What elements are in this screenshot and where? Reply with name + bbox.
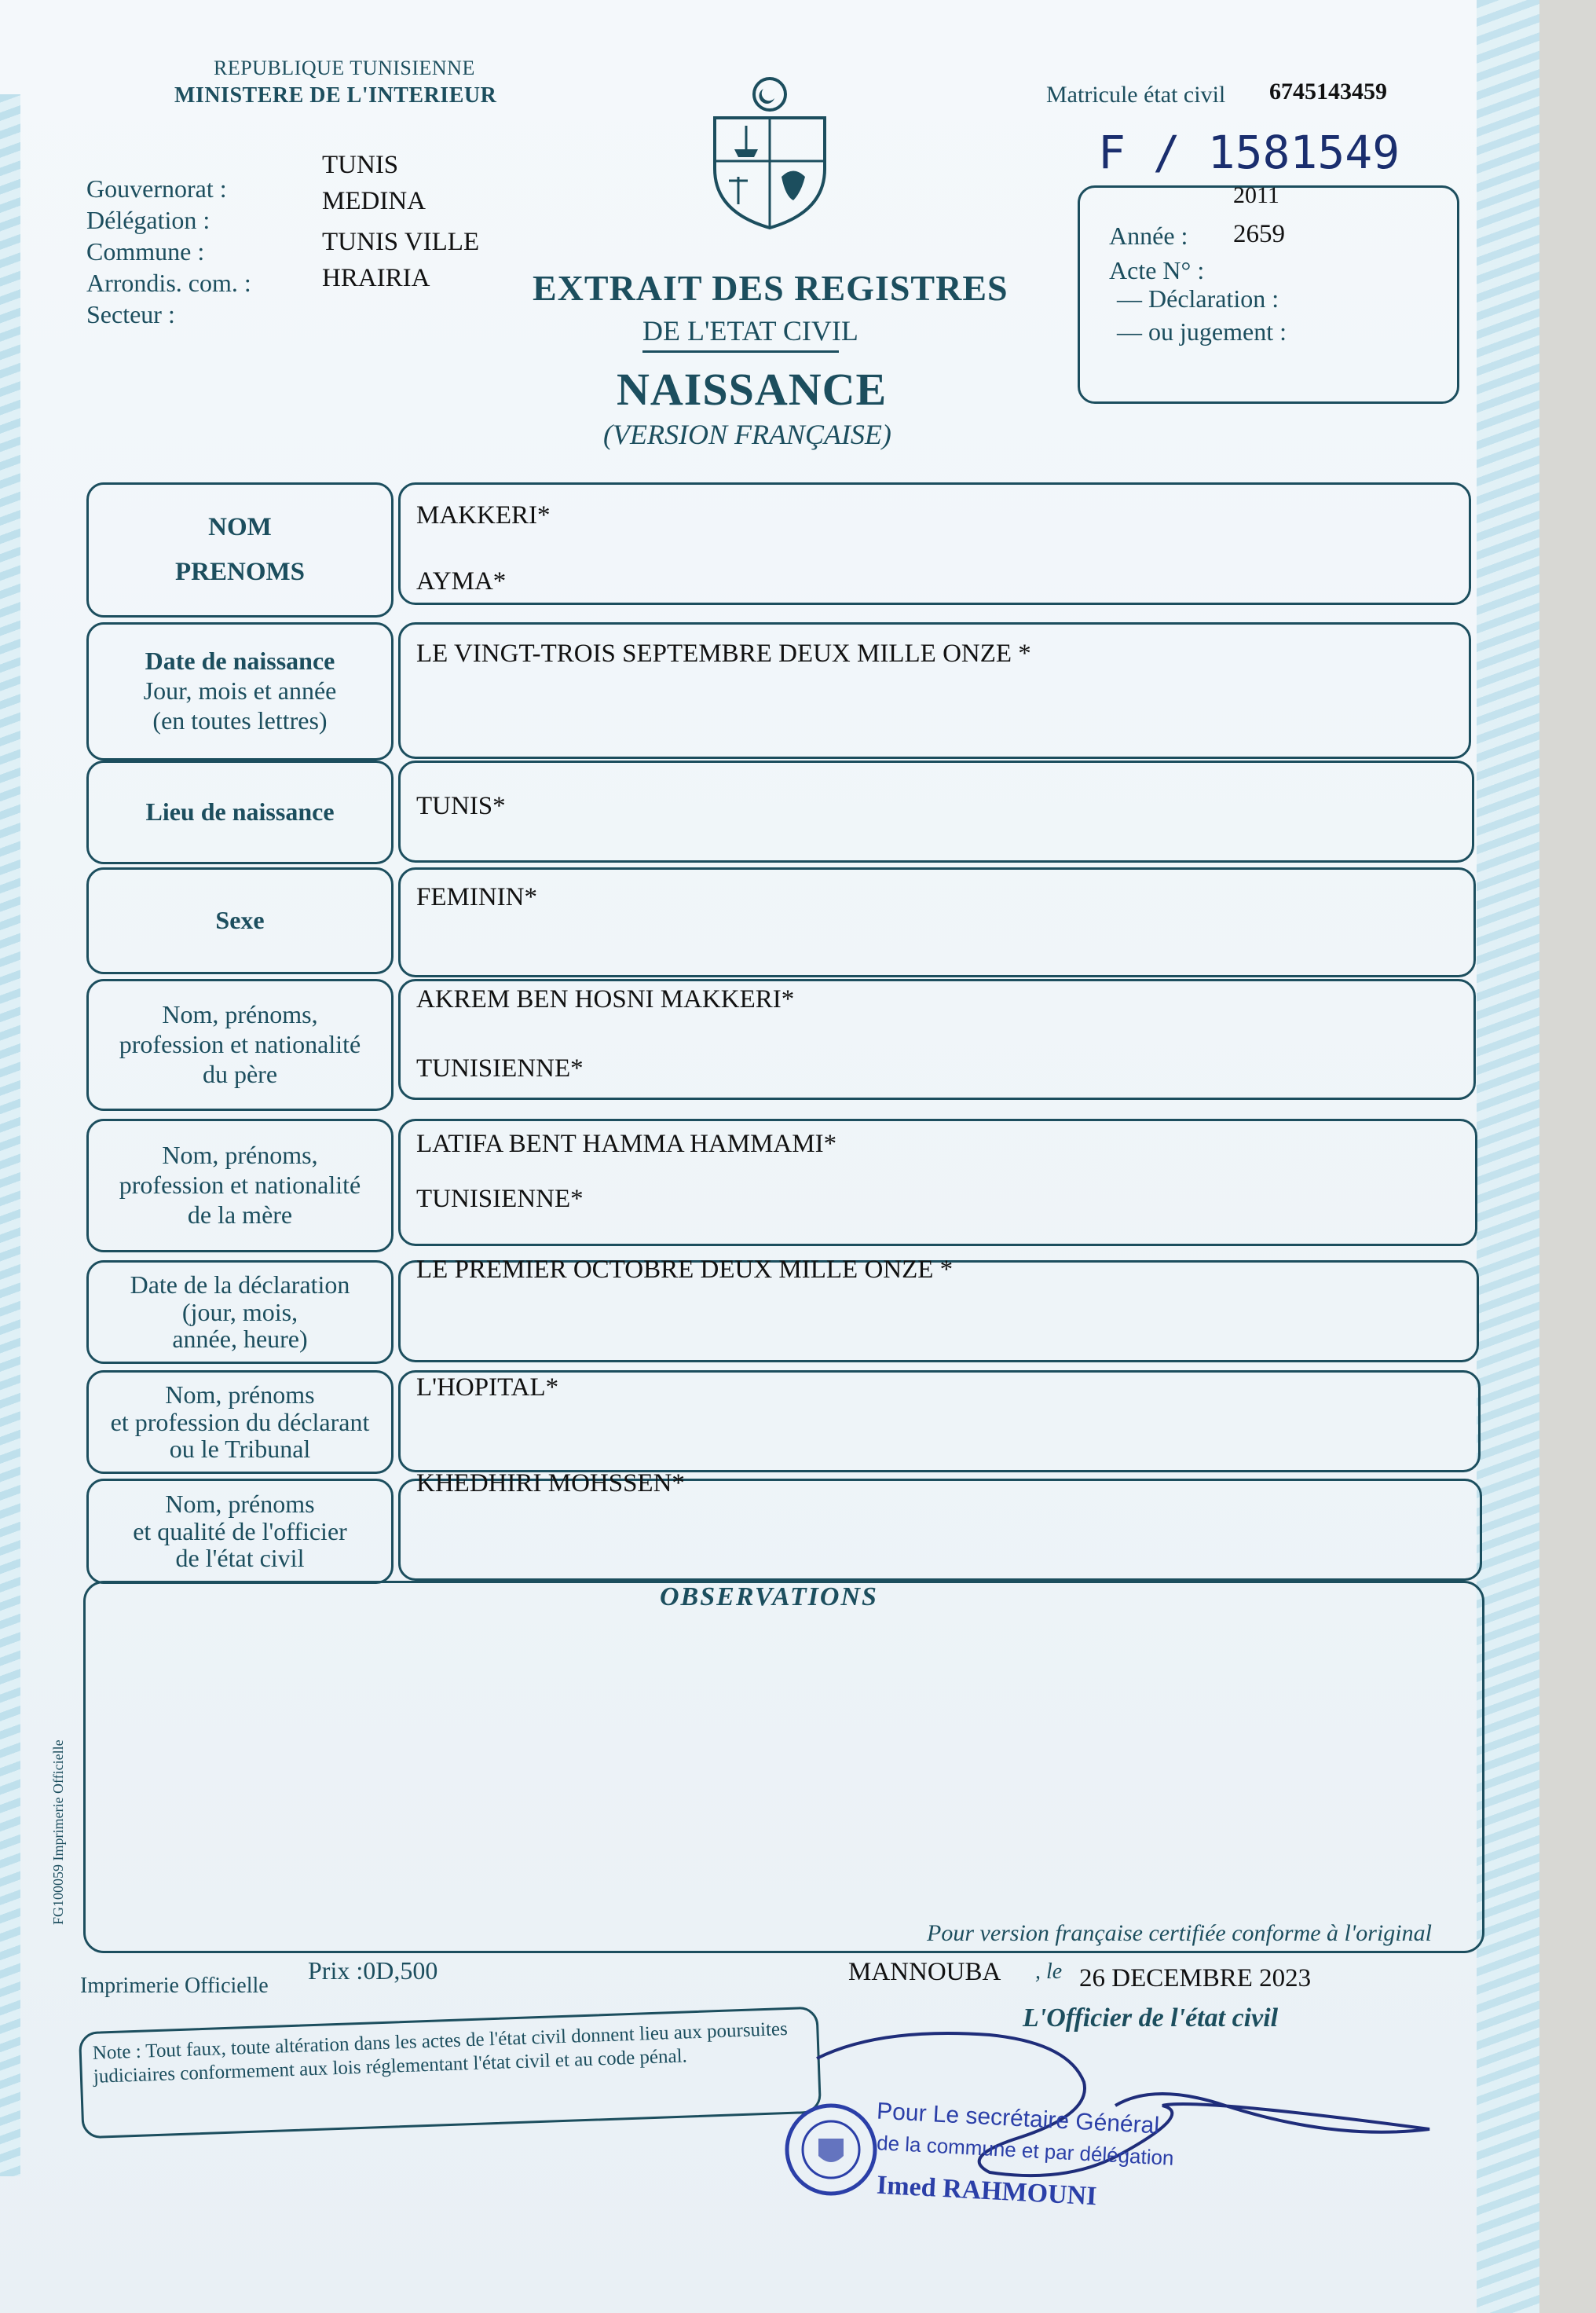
mere-nationalite-value: TUNISIENNE*	[416, 1185, 584, 1213]
background-strip	[1539, 0, 1596, 2313]
row-label: Nom, prénoms, profession et nationalité du père	[86, 979, 394, 1111]
value-box	[398, 761, 1474, 863]
delegation-value: MEDINA	[322, 187, 426, 215]
arrondissement-value: HRAIRIA	[322, 264, 430, 292]
label-line: NOM	[208, 513, 272, 542]
date-naissance-value: LE VINGT-TROIS SEPTEMBRE DEUX MILLE ONZE *	[416, 640, 1031, 668]
stamp-line-2: de la commune et par délégation	[876, 2131, 1175, 2170]
row-label: Sexe	[86, 867, 394, 974]
certified-text: Pour version française certifiée conforme à l'original	[927, 1920, 1432, 1946]
declarant-value: L'HOPITAL*	[416, 1373, 559, 1402]
tunisia-coat-of-arms-icon	[707, 75, 833, 232]
side-print-code: FG100059 Imprimerie Officielle	[50, 1739, 66, 1925]
imprimerie-label: Imprimerie Officielle	[80, 1974, 269, 1998]
mere-nom-value: LATIFA BENT HAMMA HAMMAMI*	[416, 1130, 837, 1158]
row-mere	[86, 1119, 1469, 1254]
commune-value: TUNIS VILLE	[322, 228, 480, 256]
title-divider	[642, 350, 839, 353]
note-text: Note : Tout faux, toute altération dans les actes de l'état civil donnent lieu aux poursuites judiciaires conformement aux lois réglementant l'état civil et au code pénal.	[92, 2018, 789, 2088]
guilloche-border-right	[1477, 0, 1539, 2313]
annee-value: 2011	[1233, 182, 1279, 208]
observations-box	[83, 1581, 1484, 1953]
secteur-label: Secteur :	[86, 300, 175, 328]
acte-label: Acte N° :	[1109, 256, 1205, 284]
row-lieu-naissance	[86, 761, 1469, 867]
republic-label: REPUBLIQUE TUNISIENNE	[214, 57, 475, 79]
guilloche-border-left	[0, 94, 20, 2176]
row-label: Date de la déclaration (jour, mois, année, heure)	[86, 1260, 394, 1364]
prenom-value: AYMA*	[416, 567, 507, 596]
row-pere	[86, 979, 1469, 1113]
gouvernorat-value: TUNIS	[322, 151, 399, 179]
row-label: Nom, prénoms et profession du déclarant ou le Tribunal	[86, 1370, 394, 1474]
declaration-label: — Déclaration :	[1117, 284, 1279, 313]
nom-value: MAKKERI*	[416, 501, 551, 530]
matricule-label: Matricule état civil	[1046, 82, 1226, 108]
row-label	[86, 482, 394, 618]
serial-number: F / 1581549	[1098, 126, 1400, 179]
lieu-naissance-value: TUNIS*	[416, 792, 506, 820]
row-declarant	[86, 1370, 1469, 1475]
row-date-declaration	[86, 1255, 1469, 1365]
row-nom-prenoms	[86, 482, 1469, 618]
extract-subtitle: DE L'ETAT CIVIL	[642, 315, 858, 346]
extract-title: EXTRAIT DES REGISTRES	[533, 268, 1008, 308]
jugement-label: — ou jugement :	[1117, 317, 1287, 346]
row-sexe	[86, 867, 1469, 977]
row-label: Nom, prénoms, profession et nationalité de la mère	[86, 1119, 394, 1252]
date-value: 26 DECEMBRE 2023	[1079, 1964, 1312, 1992]
delegation-label: Délégation :	[86, 206, 210, 234]
row-label: Lieu de naissance	[86, 761, 394, 864]
gouvernorat-label: Gouvernorat :	[86, 174, 227, 203]
commune-label: Commune :	[86, 237, 205, 266]
matricule-value: 6745143459	[1269, 79, 1387, 104]
document-type: NAISSANCE	[617, 364, 888, 415]
observations-title: OBSERVATIONS	[660, 1582, 878, 1611]
pere-nationalite-value: TUNISIENNE*	[416, 1054, 584, 1083]
place-value: MANNOUBA	[848, 1958, 1001, 1986]
row-date-naissance	[86, 622, 1469, 764]
officer-title: L'Officier de l'état civil	[1023, 2003, 1279, 2033]
arrondissement-label: Arrondis. com. :	[86, 269, 251, 297]
price-label: Prix :0D,500	[308, 1956, 438, 1985]
annee-label: Année :	[1109, 222, 1188, 250]
row-officier	[86, 1469, 1469, 1587]
stamp-line-3: Imed RAHMOUNI	[876, 2170, 1098, 2212]
officier-value: KHEDHIRI MOHSSEN*	[416, 1469, 685, 1497]
version-label: (VERSION FRANÇAISE)	[603, 419, 891, 450]
value-box	[398, 482, 1471, 605]
value-box	[398, 1370, 1481, 1472]
row-label: Date de naissance Jour, mois et année (en toutes lettres)	[86, 622, 394, 761]
date-declaration-value: LE PREMIER OCTOBRE DEUX MILLE ONZE *	[416, 1255, 954, 1284]
row-label: Nom, prénoms et qualité de l'officier de l'état civil	[86, 1479, 394, 1584]
pere-nom-value: AKREM BEN HOSNI MAKKERI*	[416, 985, 795, 1014]
le-label: , le	[1035, 1959, 1063, 1984]
sexe-value: FEMININ*	[416, 883, 537, 911]
ministry-label: MINISTERE DE L'INTERIEUR	[174, 83, 497, 108]
label-line: PRENOMS	[175, 558, 305, 586]
official-seal-icon	[782, 2101, 880, 2198]
value-box	[398, 867, 1476, 977]
stamp-line-1: Pour Le secrétaire Général	[876, 2098, 1160, 2139]
acte-value: 2659	[1233, 220, 1285, 248]
